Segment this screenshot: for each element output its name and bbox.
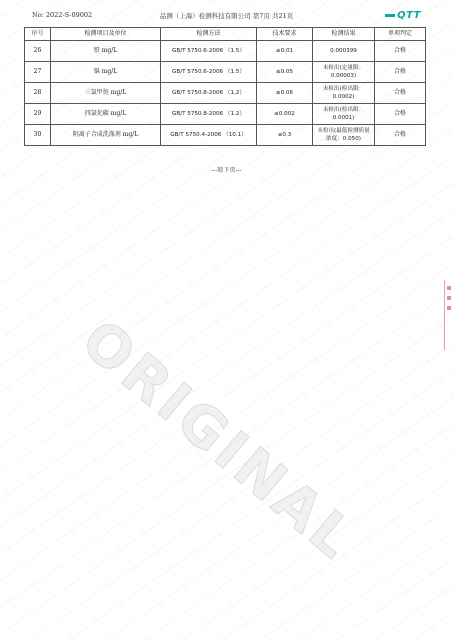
header-cell-item: 检测项目及单位 [51,28,161,41]
header-cell-no: 序号 [25,28,51,41]
cell-result: 未检出(最低检测质量浓度：0.050) [313,125,375,146]
cell-item: 四氯化碳 mg/L [51,104,161,125]
table-row [25,41,426,62]
cell-no: 30 [25,125,51,146]
cell-no: 27 [25,62,51,83]
cell-result: 未检出(定量限：0.00003) [313,62,375,83]
cell-item: 阴离子合成洗涤剂 mg/L [51,125,161,146]
company-logo [385,10,421,21]
table-row [25,83,426,104]
cell-requirement: ≤0.3 [257,125,313,146]
cell-judgement: 合格 [375,83,426,104]
cell-requirement: ≤0.002 [257,104,313,125]
cell-no: 28 [25,83,51,104]
header-cell-requirement: 技术要求 [257,28,313,41]
original-watermark: ORIGINAL [69,307,369,574]
cell-judgement: 合格 [375,125,426,146]
cell-method: GB/T 5750.6-2006 （1.5） [161,41,257,62]
table-header-row [25,28,426,41]
cell-judgement: 合格 [375,104,426,125]
page-header [32,6,421,24]
cell-method: GB/T 5750.6-2006 （1.5） [161,62,257,83]
seal-stamp-icon [444,280,453,350]
cell-method: GB/T 5750.4-2006 （10.1） [161,125,257,146]
table-row [25,104,426,125]
cell-requirement: ≤0.06 [257,83,313,104]
continued-notice: ---转下页--- [211,167,242,174]
cell-item: 镉 mg/L [51,62,161,83]
cell-item: 铅 mg/L [51,41,161,62]
report-number: No: 2022-S-09002 [32,11,93,19]
cell-no: 26 [25,41,51,62]
header-cell-judgement: 单项判定 [375,28,426,41]
header-cell-result: 检测结果 [313,28,375,41]
results-table [24,27,426,146]
cell-judgement: 合格 [375,41,426,62]
header-title: 品测（上海）检测科技有限公司 第7页 共21页 [159,11,294,20]
cell-no: 29 [25,104,51,125]
cell-judgement: 合格 [375,62,426,83]
cell-method: GB/T 5750.8-2006 （1.2） [161,104,257,125]
table-row [25,62,426,83]
cell-method: GB/T 5750.8-2006 （1.2） [161,83,257,104]
cell-requirement: ≤0.01 [257,41,313,62]
table-row [25,125,426,146]
logo-text: QTT [397,9,421,21]
cell-requirement: ≤0.05 [257,62,313,83]
logo-bar-icon [385,14,395,17]
cell-result: 未检出(检出限：0.0001) [313,104,375,125]
cell-result: 0.000399 [313,41,375,62]
cell-item: 三氯甲烷 mg/L [51,83,161,104]
cell-result: 未检出(检出限：0.0002) [313,83,375,104]
header-cell-method: 检测方法 [161,28,257,41]
